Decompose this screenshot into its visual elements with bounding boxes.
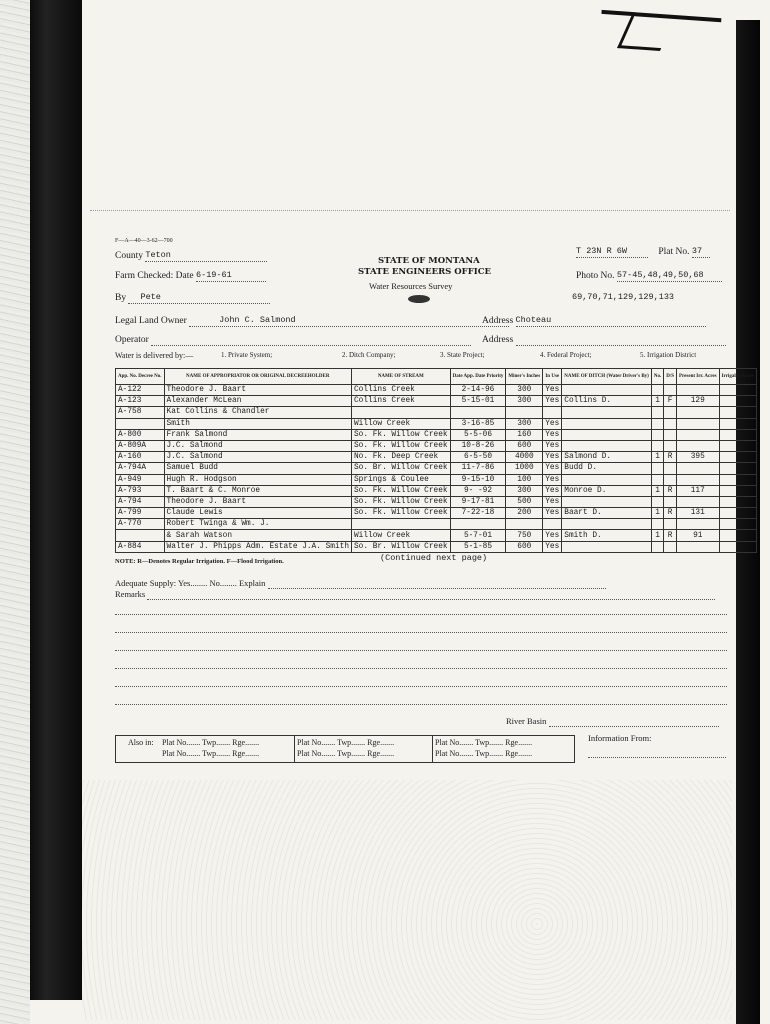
remarks-line [115,686,727,687]
header-no: No. [651,369,663,385]
cell-inches: 300 [506,396,543,407]
cell-appropriator: Walter J. Phipps Adm. Estate J.A. Smith [164,541,351,552]
cell-stream: Willow Creek [352,530,451,541]
table-row [116,440,757,451]
table-row [116,385,757,396]
cell-stream: Collins Creek [352,385,451,396]
also-in-cell: Plat No....... Twp....... Rge....... [435,738,533,747]
cell-ds [664,519,677,530]
cell-app-no: A-123 [116,396,165,407]
cell-appropriator: Samuel Budd [164,463,351,474]
remarks-label: Remarks [115,589,146,599]
header-irrigable-acres: Irrigable Acres [719,369,756,385]
cell-ditch: Collins D. [562,396,652,407]
cell-stream [352,407,451,418]
cell-ds: R [664,530,677,541]
cell-date: 5-1-85 [450,541,506,552]
cell-inches: 600 [506,440,543,451]
cell-in-use: Yes [543,429,562,440]
cell-present-acres: 117 [677,485,720,496]
cell-app-no: A-949 [116,474,165,485]
cell-ditch [562,385,652,396]
cell-date: 9-15-10 [450,474,506,485]
cell-irrigable-acres [719,385,756,396]
cell-inches: 300 [506,485,543,496]
cell-date: 10-8-26 [450,440,506,451]
header-present-acres: Present Irr. Acres [677,369,720,385]
cell-date: 3-16-85 [450,418,506,429]
cell-irrigable-acres [719,407,756,418]
cell-irrigable-acres [719,440,756,451]
delivery-option-3: 3. State Project; [440,351,485,359]
cell-ds: R [664,508,677,519]
cell-irrigable-acres [719,463,756,474]
header-in-use: In Use [543,369,562,385]
cell-stream: Collins Creek [352,396,451,407]
cell-present-acres [677,418,720,429]
cell-inches: 300 [506,385,543,396]
owner-field [115,315,509,327]
cell-in-use: Yes [543,385,562,396]
cell-irrigable-acres [719,541,756,552]
cell-no: 1 [651,452,663,463]
cell-date: 6-5-50 [450,452,506,463]
photo-value-1: 57-45,48,49,50,68 [617,270,722,282]
photo-value-2: 69,70,71,129,129,133 [572,292,675,302]
county-value: Teton [145,250,267,262]
plat-value: 37 [692,246,710,258]
cell-stream: So. Fk. Willow Creek [352,508,451,519]
remarks-line [115,704,727,705]
cell-present-acres: 131 [677,508,720,519]
supply-field [115,578,606,589]
owner-value: John C. Salmond [189,315,509,327]
owner-label: Legal Land Owner [115,316,187,326]
cell-ditch [562,429,652,440]
cell-appropriator: Claude Lewis [164,508,351,519]
cell-irrigable-acres [719,429,756,440]
cell-ditch: Smith D. [562,530,652,541]
cell-appropriator: Alexander McLean [164,396,351,407]
cell-stream: So. Fk. Willow Creek [352,429,451,440]
scan-border-left [30,0,82,1000]
by-field [115,292,270,304]
table-row [116,429,757,440]
cell-ds [664,474,677,485]
cell-irrigable-acres [719,396,756,407]
cell-ds [664,463,677,474]
remarks-line [115,614,727,615]
cell-in-use: Yes [543,530,562,541]
cell-ds [664,496,677,507]
also-in-cell: Plat No....... Twp....... Rge....... [162,738,260,747]
cell-present-acres: 395 [677,452,720,463]
cell-stream [352,519,451,530]
remarks-line [115,632,727,633]
cell-ds: F [664,396,677,407]
cell-app-no [116,530,165,541]
cell-app-no: A-160 [116,452,165,463]
cell-ditch [562,519,652,530]
cell-ditch [562,418,652,429]
operator-label: Operator [115,335,149,345]
cell-ds [664,429,677,440]
cell-inches: 600 [506,541,543,552]
cell-ditch [562,541,652,552]
corner-marking [599,10,722,62]
cell-present-acres [677,519,720,530]
header-inches: Miner's Inches [506,369,543,385]
form-code: F—A—40—3-62—700 [115,238,173,244]
scan-noise [82,780,732,1020]
table-row [116,485,757,496]
cell-no [651,541,663,552]
address2-field [482,335,726,346]
scan-margin-left [0,0,30,1024]
cell-no: 1 [651,530,663,541]
cell-inches: 1000 [506,463,543,474]
cell-date: 7-22-18 [450,508,506,519]
by-label: By [115,293,127,303]
cell-in-use: Yes [543,485,562,496]
cell-date: 5-5-06 [450,429,506,440]
table-row [116,496,757,507]
state-heading: STATE OF MONTANA [378,256,480,266]
header-date: Date App. Date Priority [450,369,506,385]
header-ditch: NAME OF DITCH (Water Driver's By) [562,369,652,385]
delivery-label: Water is delivered by:— [115,351,194,360]
cell-irrigable-acres [719,452,756,463]
delivery-option-5: 5. Irrigation District [640,351,697,359]
cell-stream: Willow Creek [352,418,451,429]
table-row [116,541,757,552]
cell-no: 1 [651,508,663,519]
cell-irrigable-acres [719,418,756,429]
also-in-label: Also in: [128,738,154,747]
cell-no: 1 [651,485,663,496]
cell-appropriator: J.C. Salmond [164,452,351,463]
cell-inches: 300 [506,418,543,429]
cell-appropriator: T. Baart & C. Monroe [164,485,351,496]
cell-inches: 500 [506,496,543,507]
cell-ditch: Baart D. [562,508,652,519]
cell-app-no: A-800 [116,429,165,440]
cell-date: 11-7-86 [450,463,506,474]
cell-app-no: A-122 [116,385,165,396]
operator-field [115,335,471,346]
cell-app-no: A-758 [116,407,165,418]
cell-ds: R [664,452,677,463]
cell-ditch [562,496,652,507]
cell-irrigable-acres [719,485,756,496]
cell-date: 9-17-81 [450,496,506,507]
cell-present-acres [677,385,720,396]
cell-ds: R [664,485,677,496]
cell-appropriator: Theodore J. Baart [164,385,351,396]
table-row [116,508,757,519]
header-stream: NAME OF STREAM [352,369,451,385]
table-row [116,418,757,429]
cell-inches: 100 [506,474,543,485]
also-in-cell: Plat No....... Twp....... Rge....... [435,749,533,758]
cell-in-use: Yes [543,452,562,463]
cell-appropriator: Kat Collins & Chandler [164,407,351,418]
checked-field [115,270,266,282]
cell-app-no: A-794A [116,463,165,474]
table-row [116,530,757,541]
cell-inches: 200 [506,508,543,519]
cell-stream: So. Br. Willow Creek [352,463,451,474]
cell-irrigable-acres [719,474,756,485]
cell-stream: So. Fk. Willow Creek [352,485,451,496]
cell-no [651,407,663,418]
also-in-cell: Plat No....... Twp....... Rge....... [297,749,395,758]
basin-field [506,716,719,727]
cell-in-use: Yes [543,474,562,485]
table-row [116,474,757,485]
survey-heading: Water Resources Survey [369,281,453,291]
cell-appropriator: Hugh R. Hodgson [164,474,351,485]
table-body [116,385,757,553]
address-label: Address [482,316,514,326]
address-value: Choteau [516,315,706,327]
cell-no [651,474,663,485]
cell-in-use: Yes [543,396,562,407]
cell-present-acres [677,407,720,418]
office-heading: STATE ENGINEERS OFFICE [358,267,491,277]
cell-stream: So. Br. Willow Creek [352,541,451,552]
supply-label: Adequate Supply: Yes........ No........ Explain [115,578,266,588]
cell-stream: So. Fk. Willow Creek [352,496,451,507]
water-rights-table [115,368,757,553]
by-value: Pete [128,292,270,304]
cell-no [651,418,663,429]
cell-appropriator: Robert Twinga & Wm. J. [164,519,351,530]
table-row [116,396,757,407]
cell-in-use: Yes [543,418,562,429]
delivery-option-2: 2. Ditch Company; [342,351,396,359]
cell-ds [664,440,677,451]
cell-no [651,463,663,474]
header-appropriator: NAME OF APPROPRIATOR OR ORIGINAL DECREEHOLDER [164,369,351,385]
photo-field [576,270,722,282]
cell-in-use: Yes [543,496,562,507]
photo-label: Photo No. [576,271,615,281]
table-row [116,452,757,463]
county-field [115,250,267,262]
cell-app-no: A-884 [116,541,165,552]
info-label: Information From: [588,733,652,743]
also-in-box [115,735,575,763]
checked-value: 6-19-61 [196,270,266,282]
cell-irrigable-acres [719,519,756,530]
cell-ds [664,385,677,396]
delivery-option-1: 1. Private System; [221,351,273,359]
table-row [116,407,757,418]
cell-in-use: Yes [543,541,562,552]
cell-date: 9- -92 [450,485,506,496]
cell-no [651,429,663,440]
cell-stream: No. Fk. Deep Creek [352,452,451,463]
cell-present-acres [677,429,720,440]
address-field [482,315,706,327]
cell-irrigable-acres [719,508,756,519]
cell-appropriator: & Sarah Watson [164,530,351,541]
cell-no [651,519,663,530]
township-value: T 23N R 6W [576,246,648,258]
fold-line [90,210,730,211]
checked-label: Farm Checked: Date [115,271,194,281]
cell-ditch: Budd D. [562,463,652,474]
county-label: County [115,251,143,261]
also-in-cell: Plat No....... Twp....... Rge....... [297,738,395,747]
cell-irrigable-acres [719,530,756,541]
cell-in-use: Yes [543,440,562,451]
cell-date: 5-15-01 [450,396,506,407]
cell-inches [506,519,543,530]
plat-label: Plat No. [658,247,690,257]
cell-inches: 160 [506,429,543,440]
cell-no: 1 [651,396,663,407]
cell-appropriator: Smith [164,418,351,429]
cell-ditch [562,440,652,451]
cell-in-use: Yes [543,463,562,474]
state-seal [408,295,430,307]
also-in-cell: Plat No....... Twp....... Rge....... [162,749,260,758]
cell-inches [506,407,543,418]
cell-ditch: Salmond D. [562,452,652,463]
info-line [588,757,726,758]
note-legend: NOTE: R—Denotes Regular Irrigation. F—Flood Irrigation. [115,558,284,565]
header-ds: D/S [664,369,677,385]
cell-present-acres: 129 [677,396,720,407]
cell-in-use: Yes [543,508,562,519]
table-header-row [116,369,757,385]
cell-app-no: A-770 [116,519,165,530]
cell-app-no: A-799 [116,508,165,519]
remarks-line [115,650,727,651]
cell-app-no: A-793 [116,485,165,496]
township-field [576,246,710,258]
cell-ditch [562,474,652,485]
table-row [116,519,757,530]
cell-present-acres [677,541,720,552]
cell-stream: Springs & Coulee [352,474,451,485]
cell-present-acres [677,474,720,485]
cell-present-acres: 91 [677,530,720,541]
table-row [116,463,757,474]
cell-stream: So. Fk. Willow Creek [352,440,451,451]
cell-ds [664,418,677,429]
header-app-no: App. No. Decree No. [116,369,165,385]
cell-in-use [543,519,562,530]
cell-date [450,519,506,530]
cell-date [450,407,506,418]
cell-appropriator: Theodore J. Baart [164,496,351,507]
cell-app-no [116,418,165,429]
cell-app-no: A-794 [116,496,165,507]
cell-no [651,385,663,396]
basin-label: River Basin [506,716,547,726]
cell-ds [664,407,677,418]
cell-date: 5-7-01 [450,530,506,541]
remarks-field [115,589,715,600]
cell-present-acres [677,463,720,474]
cell-inches: 4000 [506,452,543,463]
continued-note: (Continued next page) [380,553,488,563]
cell-no [651,440,663,451]
cell-in-use [543,407,562,418]
cell-no [651,496,663,507]
cell-present-acres [677,440,720,451]
cell-appropriator: J.C. Salmond [164,440,351,451]
delivery-option-4: 4. Federal Project; [540,351,592,359]
cell-irrigable-acres [719,496,756,507]
cell-present-acres [677,496,720,507]
cell-ditch: Monroe D. [562,485,652,496]
cell-date: 2-14-96 [450,385,506,396]
remarks-line [115,668,727,669]
cell-appropriator: Frank Salmond [164,429,351,440]
cell-inches: 750 [506,530,543,541]
address2-label: Address [482,335,514,345]
cell-ds [664,541,677,552]
cell-ditch [562,407,652,418]
cell-app-no: A-809A [116,440,165,451]
